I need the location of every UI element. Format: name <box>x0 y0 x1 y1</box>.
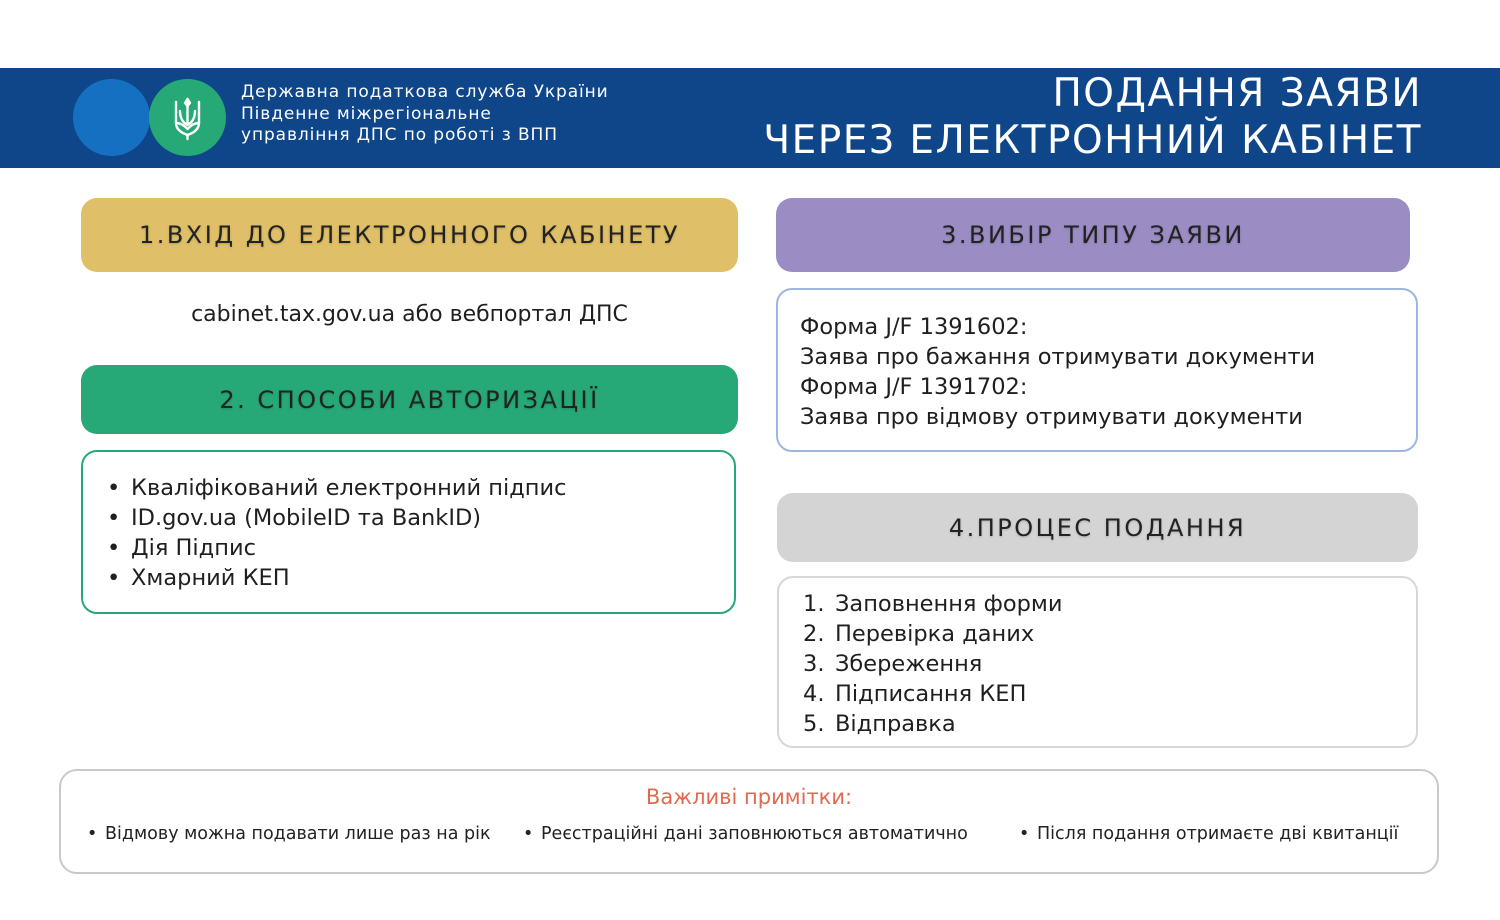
list-item <box>803 709 1416 739</box>
list-item <box>803 589 1416 619</box>
bullet-mark: • <box>107 505 121 531</box>
logo-green-circle <box>149 79 226 156</box>
form-types-box <box>776 288 1418 452</box>
form-code-1: Форма J/F 1391602: <box>800 314 1028 340</box>
step1-header: 1.ВХІД ДО ЕЛЕКТРОННОГО КАБІНЕТУ <box>81 198 738 272</box>
bullet-mark: • <box>1019 824 1030 844</box>
list-item <box>107 473 734 503</box>
note-text-1: Відмову можна подавати лише раз на рік <box>105 824 491 844</box>
list-item <box>107 533 734 563</box>
organization-name <box>241 82 609 147</box>
trident-icon <box>149 79 226 156</box>
important-notes-box <box>59 769 1439 874</box>
step-text: Заповнення форми <box>835 591 1063 617</box>
auth-method-2: ID.gov.ua (MobileID та BankID) <box>131 505 482 531</box>
org-line-2: Південне міжрегіональне <box>241 103 492 124</box>
bullet-mark: • <box>107 565 121 591</box>
step-number: 2. <box>803 621 825 647</box>
note-text-3: Після подання отримаєте дві квитанції <box>1037 824 1399 844</box>
step-number: 5. <box>803 711 825 737</box>
list-item <box>107 503 734 533</box>
header-banner <box>0 68 1500 168</box>
bullet-mark: • <box>107 535 121 561</box>
page-title <box>763 70 1422 164</box>
process-steps-list <box>777 576 1418 748</box>
step4-header: 4.ПРОЦЕС ПОДАННЯ <box>777 493 1418 562</box>
auth-method-3: Дія Підпис <box>131 535 256 561</box>
auth-method-4: Хмарний КЕП <box>131 565 290 591</box>
notes-title: Важливі примітки: <box>645 785 853 809</box>
auth-methods-list <box>81 450 736 614</box>
bullet-mark: • <box>87 824 98 844</box>
step-text: Підписання КЕП <box>835 681 1027 707</box>
note-item <box>87 824 491 844</box>
note-item <box>1019 824 1398 844</box>
note-item <box>523 824 968 844</box>
org-line-3: управління ДПС по роботі з ВПП <box>241 125 558 145</box>
step-number: 4. <box>803 681 825 707</box>
step1-cabinet-link-text: cabinet.tax.gov.ua або вебпортал ДПС <box>191 302 628 327</box>
step3-header: 3.ВИБІР ТИПУ ЗАЯВИ <box>776 198 1410 272</box>
form-desc-2: Заява про відмову отримувати документи <box>800 404 1303 430</box>
step-text: Перевірка даних <box>835 621 1035 647</box>
step-text: Відправка <box>835 711 956 737</box>
title-line-1: ПОДАННЯ ЗАЯВИ <box>1052 71 1422 116</box>
list-item <box>803 619 1416 649</box>
form-code-2: Форма J/F 1391702: <box>800 374 1028 400</box>
bullet-mark: • <box>523 824 534 844</box>
list-item <box>107 563 734 593</box>
step-number: 3. <box>803 651 825 677</box>
title-line-2: ЧЕРЕЗ ЕЛЕКТРОННИЙ КАБІНЕТ <box>763 118 1422 163</box>
list-item <box>803 649 1416 679</box>
bullet-mark: • <box>107 475 121 501</box>
form-desc-1: Заява про бажання отримувати документи <box>800 344 1316 370</box>
step-number: 1. <box>803 591 825 617</box>
list-item <box>803 679 1416 709</box>
org-line-1: Державна податкова служба України <box>241 82 609 102</box>
step-text: Збереження <box>835 651 983 677</box>
note-text-2: Реєстраційні дані заповнюються автоматично <box>541 824 968 844</box>
step2-header: 2. СПОСОБИ АВТОРИЗАЦІЇ <box>81 365 738 434</box>
auth-method-1: Кваліфікований електронний підпис <box>131 475 567 501</box>
logo-blue-circle <box>73 79 150 156</box>
